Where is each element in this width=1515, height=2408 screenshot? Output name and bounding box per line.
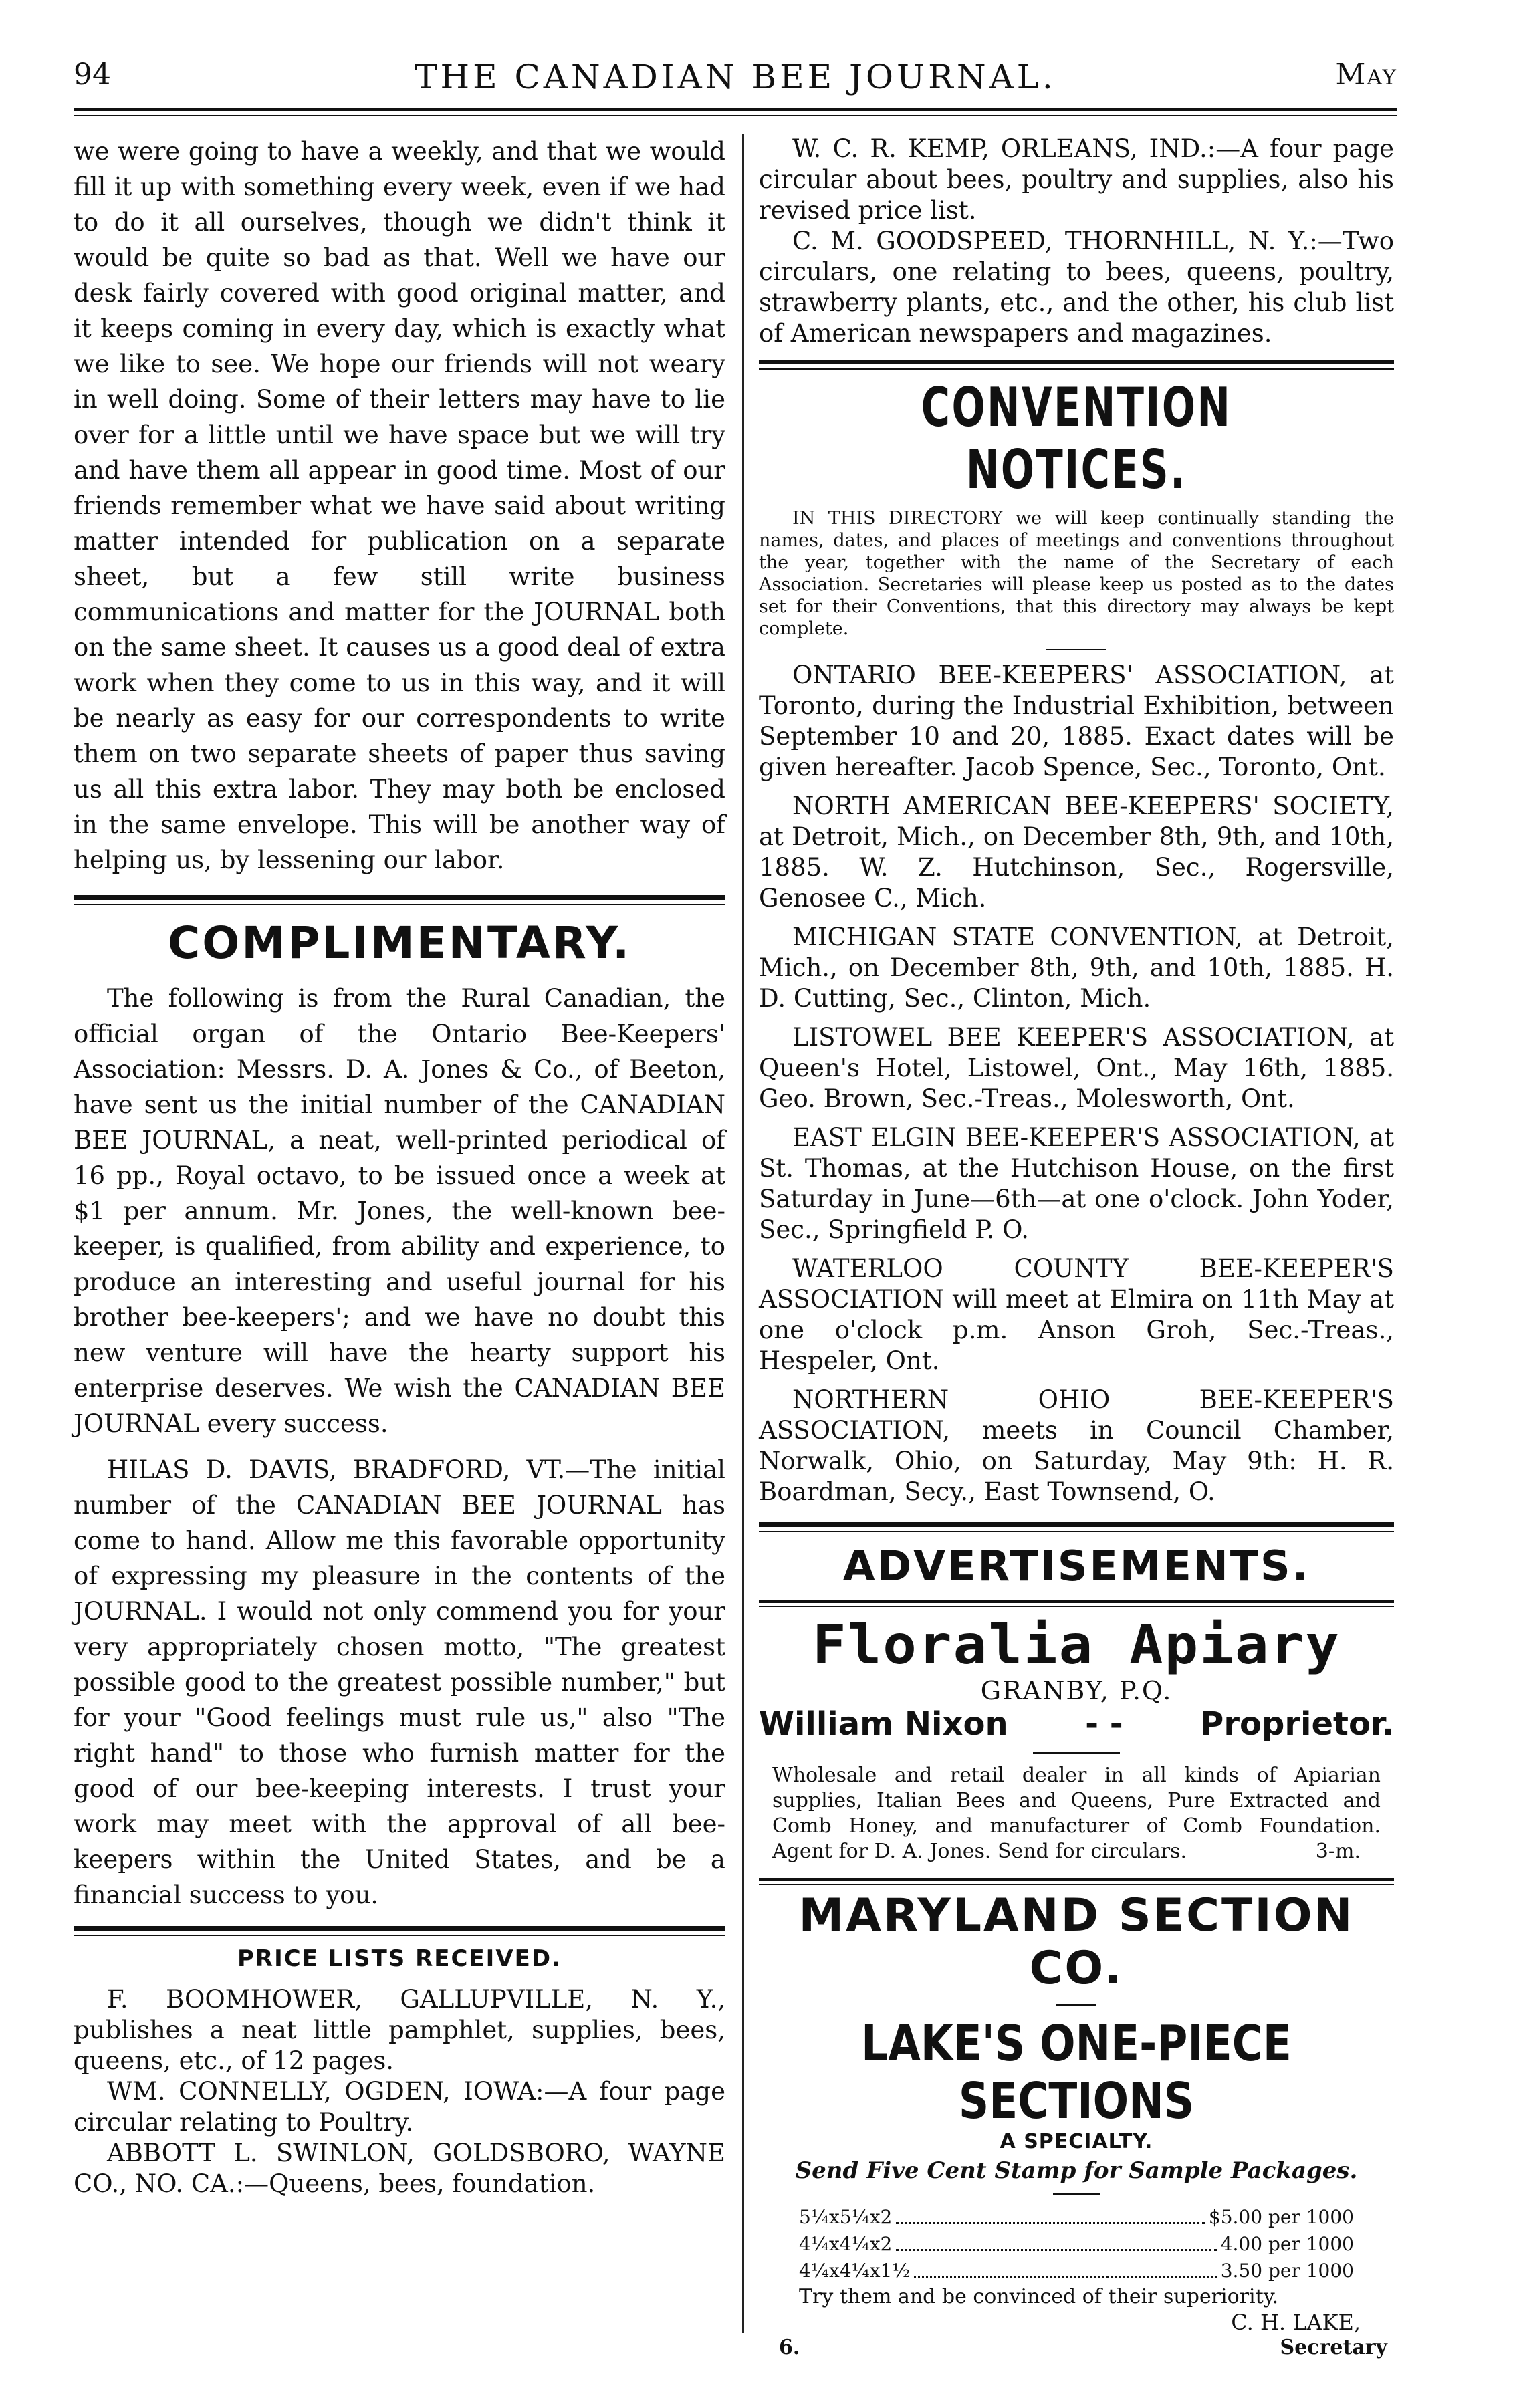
convention-notice: MICHIGAN STATE CONVENTION, at Detroit, Mich., on December 8th, 9th, and 10th, 1885. H. D. Cutting, Sec., Clinton, Mich. (759, 923, 1394, 1013)
convention-notices-heading: CONVENTION NOTICES. (921, 376, 1232, 501)
short-divider (1033, 1752, 1120, 1754)
convention-notice: ONTARIO BEE-KEEPERS' ASSOCIATION, at Toronto, during the Industrial Exhibition, between September 10 and 20, 1885. Exact dates will be given hereafter. Jacob Spence, Sec., Toronto, Ont. (759, 660, 1394, 781)
maryland-closing: Try them and be convinced of their superiority. (799, 2285, 1279, 2308)
complimentary-heading: COMPLIMENTARY. (167, 917, 632, 969)
section-size: 5¼x5¼x2 (799, 2206, 893, 2228)
complimentary-paragraph-2: HILAS D. DAVIS, BRADFORD, VT.—The initial number of the CANADIAN BEE JOURNAL has come to hand. Allow me this favorable opportunity of expressing my pleasure in the contents of the JOURNAL. I would not only commend you for your very appropriately chosen motto, "The greatest possible good to the greatest possible number," but for your "Good feelings must rule us," also "The right hand" to those who furnish matter for the good of our bee-keeping interests. I trust your work may meet with the approval of all bee-keepers within the United States, and be a financial success to you. (74, 1455, 725, 1909)
price-lists-heading: PRICE LISTS RECEIVED. (237, 1945, 562, 1972)
floralia-code: 3-m. (1315, 1840, 1361, 1863)
short-divider (1046, 649, 1106, 650)
opening-paragraph: we were going to have a weekly, and that we would fill it up with something every week, even if we had to do it all ourselves, though we didn't think it would be quite so bad as that. Well we have our desk fairly covered with good original matter, and it keeps coming in every day, which is exactly what we like to see. We hope our friends will not weary in well doing. Some of their letters may have to lie over for a little until we have space but we will try and have them all appear in good time. Most of our friends remember what we have said about writing matter intended for publication on a separate sheet, but a few still write business communications and matter for the JOURNAL both on the same sheet. It causes us a good deal of extra work when they come to us in this way, and it will be nearly as easy for our correspondents to write them on two separate sheets of paper thus saving us all this extra labor. They may both be enclosed in the same envelope. This will be another way of helping us, by lessening our labor. (74, 137, 725, 874)
page-header (74, 57, 1397, 104)
convention-notice: NORTH AMERICAN BEE-KEEPERS' SOCIETY, at Detroit, Mich., on December 8th, 9th, and 10th, 1885. W. Z. Hutchinson, Sec., Rogersville, Genosee C., Mich. (759, 792, 1394, 913)
price-list-item: ABBOTT L. SWINLON, GOLDSBORO, WAYNE CO., NO. CA.:—Queens, bees, foundation. (74, 2139, 725, 2198)
left-column (74, 134, 725, 2199)
floralia-description (759, 1763, 1394, 1864)
floralia-advertisement (759, 1607, 1394, 1864)
floralia-owner: William Nixon (759, 1705, 1008, 1743)
convention-notice: EAST ELGIN BEE-KEEPER'S ASSOCIATION, at St. Thomas, at the Hutchison House, on the first Saturday in June—6th—at one o'clock. John Yoder, Sec., Springfield P. O. (759, 1123, 1394, 1244)
section-price: 3.50 per 1000 (1220, 2260, 1354, 2282)
header-rule (74, 108, 1397, 111)
price-row (799, 2204, 1354, 2231)
convention-notice: LISTOWEL BEE KEEPER'S ASSOCIATION, at Queen's Hotel, Listowel, Ont., May 16th, 1885. Geo. Brown, Sec.-Treas., Molesworth, Ont. (759, 1023, 1394, 1113)
maryland-name: MARYLAND SECTION CO. (798, 1889, 1355, 1995)
maryland-stamp-note: Send Five Cent Stamp for Sample Packages. (795, 2157, 1358, 2184)
section-price: 4.00 per 1000 (1220, 2233, 1354, 2255)
section-size: 4¼x4¼x1½ (799, 2260, 911, 2282)
maryland-code: 6. (779, 2336, 800, 2359)
leader-dots (896, 2204, 1205, 2224)
issue-month: May (1335, 57, 1397, 92)
maryland-advertisement (759, 1885, 1394, 2361)
section-rule (759, 1522, 1394, 1527)
convention-notice: NORTHERN OHIO BEE-KEEPER'S ASSOCIATION, meets in Council Chamber, Norwalk, Ohio, on Saturday, May 9th: H. R. Boardman, Secy., East Townsend, O. (759, 1385, 1394, 1506)
floralia-owner-line (759, 1705, 1394, 1743)
floralia-role: Proprietor. (1200, 1705, 1394, 1743)
complimentary-paragraph-1: The following is from the Rural Canadian, the official organ of the Ontario Bee-Keepers' Association: Messrs. D. A. Jones & Co., of Beeton, have sent us the initial number of the CANADIAN BEE JOURNAL, a neat, well-printed periodical of 16 pp., Royal octavo, to be issued once a week at $1 per annum. Mr. Jones, the well-known bee-keeper, is qualified, from ability and experience, to produce an interesting and useful journal for his brother bee-keepers'; and we have no doubt this new venture will have the hearty support his enterprise deserves. We wish the CANADIAN BEE JOURNAL every success. (74, 984, 725, 1438)
section-rule (74, 895, 725, 900)
journal-title: THE CANADIAN BEE JOURNAL. (415, 57, 1056, 96)
section-price: $5.00 per 1000 (1208, 2206, 1354, 2228)
price-row (799, 2258, 1354, 2284)
price-row (799, 2231, 1354, 2258)
maryland-signer-title: Secretary (1280, 2336, 1387, 2359)
floralia-place: GRANBY, P.Q. (980, 1676, 1173, 1705)
price-list-item: WM. CONNELLY, OGDEN, IOWA:—A four page circular relating to Poultry. (74, 2077, 725, 2137)
floralia-name: Floralia Apiary (812, 1614, 1341, 1676)
advertisements-heading: ADVERTISEMENTS. (842, 1542, 1310, 1590)
leader-dots (896, 2231, 1216, 2251)
section-size: 4¼x4¼x2 (799, 2233, 893, 2255)
convention-intro: IN THIS DIRECTORY we will keep continually standing the names, dates, and places of meetings and conventions throughout the year, together with the name of the Secretary of each Association. Secretaries will please keep us posted as to the dates set for their Conventions, that this directory may always be kept complete. (759, 508, 1394, 639)
column-divider (742, 134, 744, 2333)
price-list-item: F. BOOMHOWER, GALLUPVILLE, N. Y., publishes a neat little pamphlet, supplies, bees, queens, etc., of 12 pages. (74, 1985, 725, 2075)
short-divider (1053, 2193, 1100, 2195)
section-rule (74, 1926, 725, 1931)
section-rule (759, 360, 1394, 364)
maryland-specialty: A SPECIALTY. (1000, 2130, 1153, 2153)
short-divider (1056, 2004, 1096, 2006)
maryland-footer (759, 2335, 1394, 2361)
maryland-signer: C. H. LAKE, (1231, 2310, 1361, 2335)
maryland-product: LAKE'S ONE-PIECE SECTIONS (861, 2015, 1292, 2130)
leader-dots (914, 2258, 1216, 2278)
header-rule-thin (74, 115, 1397, 116)
floralia-separator: - - (1085, 1705, 1123, 1743)
floralia-desc-text: Wholesale and retail dealer in all kinds of Apiarian supplies, Italian Bees and Queens, Pure Extracted and Comb Honey, and manufacturer of Comb Foundation. Agent for D. A. Jones. Send for circulars. (772, 1764, 1381, 1863)
right-column (759, 134, 1394, 2361)
price-list-item: W. C. R. KEMP, ORLEANS, IND.:—A four page circular about bees, poultry and supplies, also his revised price list. (759, 134, 1394, 225)
price-list-item: C. M. GOODSPEED, THORNHILL, N. Y.:—Two circulars, one relating to bees, queens, poultry, strawberry plants, etc., and the other, his club list of American newspapers and magazines. (759, 227, 1394, 348)
page-number: 94 (74, 57, 111, 92)
convention-notice: WATERLOO COUNTY BEE-KEEPER'S ASSOCIATION will meet at Elmira on 11th May at one o'clock p.m. Anson Groh, Sec.-Treas., Hespeler, Ont. (759, 1254, 1394, 1375)
